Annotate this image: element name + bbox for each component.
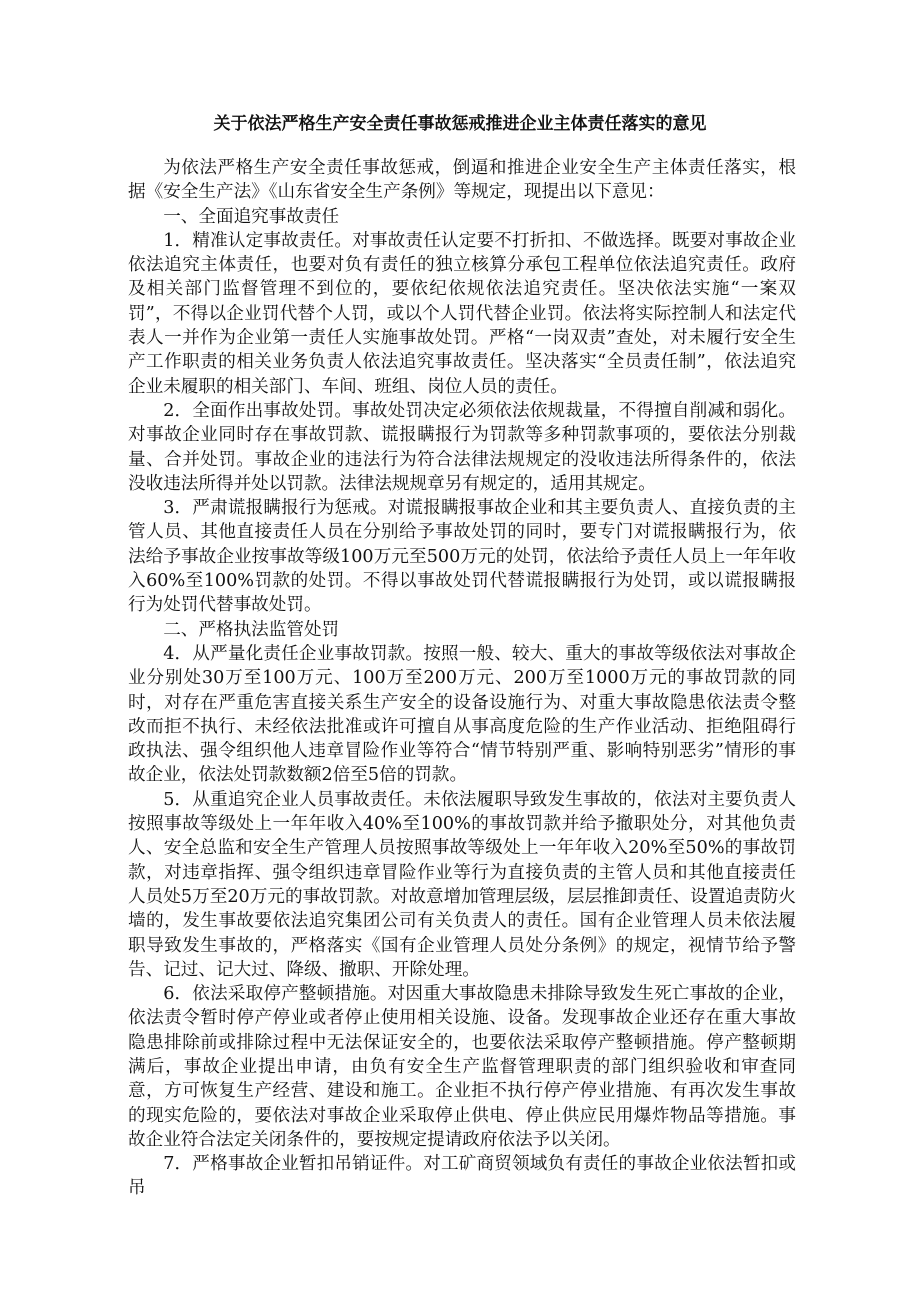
section-heading-2: 二、严格执法监管处罚 (163, 619, 340, 640)
paragraph-4: 4．从严量化责任企业事故罚款。按照一般、较大、重大的事故等级依法对事故企业分别处30万至100万元、100万至200万元、200万至1000万元的事故罚款的同时，对存在严重危害直接关系生产安全的设备设施行为、对重大事故隐患依法责令整改而拒不执行、未经依法批准或许可擅自从事高度危险的生产作业活动、拒绝阻碍行政执法、强令组织他人违章冒险作业等符合“情节特别严重、影响特别恶劣”情形的事故企业，依法处罚款数额2倍至5倍的罚款。 (128, 643, 796, 786)
intro-paragraph: 为依法严格生产安全责任事故惩戒，倒逼和推进企业安全生产主体责任落实，根据《安全生产法》《山东省安全生产条例》等规定，现提出以下意见： (128, 158, 796, 203)
paragraph-1: 1．精准认定事故责任。对事故责任认定要不打折扣、不做选择。既要对事故企业依法追究主体责任，也要对负有责任的独立核算分承包工程单位依法追究责任。政府及相关部门监督管理不到位的，要依纪依规依法追究责任。坚决依法实施“一案双罚”，不得以企业罚代替个人罚，或以个人罚代替企业罚。依法将实际控制人和法定代表人一并作为企业第一责任人实施事故处罚。严格“一岗双责”查处，对未履行安全生产工作职责的相关业务负责人依法追究事故责任。坚决落实“全员责任制”，依法追究企业未履职的相关部门、车间、班组、岗位人员的责任。 (128, 230, 796, 397)
document-body (128, 156, 796, 1201)
document-title: 关于依法严格生产安全责任事故惩戒推进企业主体责任落实的意见 (213, 114, 707, 134)
paragraph-2: 2．全面作出事故处罚。事故处罚决定必须依法依规裁量，不得擅自削减和弱化。对事故企业同时存在事故罚款、谎报瞒报行为罚款等多种罚款事项的，要依法分别裁量、合并处罚。事故企业的违法行为符合法律法规规定的没收违法所得条件的，依法没收违法所得并处以罚款。法律法规规章另有规定的，适用其规定。 (128, 400, 796, 494)
paragraph-6: 6．依法采取停产整顿措施。对因重大事故隐患未排除导致发生死亡事故的企业，依法责令暂时停产停业或者停止使用相关设施、设备。发现事故企业还存在重大事故隐患排除前或排除过程中无法保证安全的，也要依法采取停产整顿措施。停产整顿期满后，事故企业提出申请，由负有安全生产监督管理职责的部门组织验收和审查同意，方可恢复生产经营、建设和施工。企业拒不执行停产停业措施、有再次发生事故的现实危险的，要依法对事故企业采取停止供电、停止供应民用爆炸物品等措施。事故企业符合法定关闭条件的，要按规定提请政府依法予以关闭。 (128, 984, 796, 1150)
paragraph-7: 7．严格事故企业暂扣吊销证件。对工矿商贸领域负有责任的事故企业依法暂扣或吊 (128, 1154, 796, 1199)
paragraph-3: 3．严肃谎报瞒报行为惩戒。对谎报瞒报事故企业和其主要负责人、直接负责的主管人员、其他直接责任人员在分别给予事故处罚的同时，要专门对谎报瞒报行为，依法给予事故企业按事故等级100万元至500万元的处罚，依法给予责任人员上一年年收入60%至100%罚款的处罚。不得以事故处罚代替谎报瞒报行为处罚，或以谎报瞒报行为处罚代替事故处罚。 (128, 498, 796, 616)
paragraph-5: 5．从重追究企业人员事故责任。未依法履职导致发生事故的，依法对主要负责人按照事故等级处上一年年收入40%至100%的事故罚款并给予撤职处分，对其他负责人、安全总监和安全生产管理人员按照事故等级处上一年年收入20%至50%的事故罚款，对违章指挥、强令组织违章冒险作业等行为直接负责的主管人员和其他直接责任人员处5万至20万元的事故罚款。对故意增加管理层级，层层推卸责任、设置追责防火墙的，发生事故要依法追究集团公司有关负责人的责任。国有企业管理人员未依法履职导致发生事故的，严格落实《国有企业管理人员处分条例》的规定，视情节给予警告、记过、记大过、降级、撤职、开除处理。 (128, 789, 796, 980)
section-heading-1: 一、全面追究事故责任 (163, 206, 340, 227)
